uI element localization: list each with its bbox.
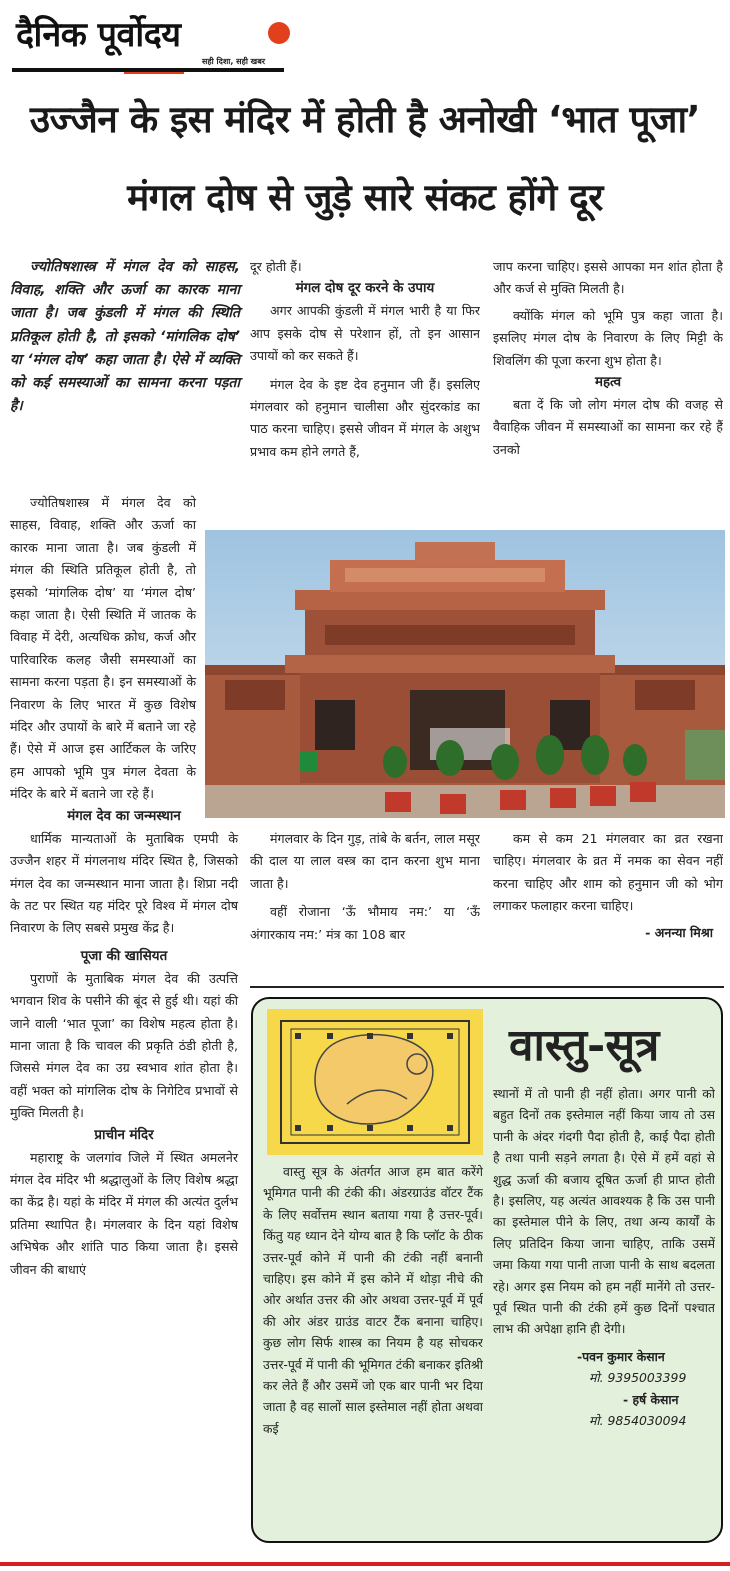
- article-paragraph: कम से कम 21 मंगलवार का व्रत रखना चाहिए। मंगलवार के व्रत में नमक का सेवन नहीं करना चाहिए और शाम को हनुमान जी को भोग लगाकर फलाहार करना चाहिए।: [493, 831, 723, 914]
- vastu-title: वास्तु-सूत्र: [509, 1020, 660, 1071]
- masthead-accent: [124, 72, 184, 74]
- article-paragraph: मंगल देव के इष्ट देव हनुमान जी हैं। इसलिए मंगलवार को हनुमान चालीसा और सुंदरकांड का पाठ करना चाहिए। इससे जीवन में मंगल के अशुभ प्रभाव कम होने लगते हैं,: [250, 376, 480, 459]
- article-paragraph: क्योंकि मंगल को भूमि पुत्र कहा जाता है। इसलिए मंगल दोष के निवारण के लिए मिट्टी के शिवलिंग की पूजा करना शुभ होता है।: [493, 307, 723, 368]
- headline-line-1: उज्जैन के इस मंदिर में होती है अनोखी ‘भात पूजा’: [29, 98, 701, 141]
- article-column-2-bottom: [250, 828, 480, 978]
- article-author: - अनन्या मिश्रा: [645, 924, 713, 940]
- article-continuation: दूर होती हैं।: [250, 259, 302, 274]
- article-column-3-top: [493, 256, 723, 526]
- headline-line-2: मंगल दोष से जुड़े सारे संकट होंगे दूर: [127, 176, 603, 219]
- vastu-column-right: [493, 1083, 715, 1543]
- article-column-2-top: [250, 256, 480, 526]
- temple-illustration: [205, 530, 725, 818]
- subheading-ancient-temple: प्राचीन मंदिर: [94, 1127, 154, 1143]
- subheading-importance: महत्व: [594, 375, 622, 391]
- article-paragraph: वहीं रोजाना ‘ऊँ भौमाय नम:’ या ‘ऊँ अंगारकाय नम:’ मंत्र का 108 बार: [250, 904, 480, 942]
- temple-photo: [205, 530, 725, 818]
- vastu-column-left: [263, 1161, 483, 1541]
- vastu-paragraph: स्थानों में तो पानी ही नहीं होता। अगर पानी को बहुत दिनों तक इस्तेमाल नहीं किया जाय तो उस पानी के अंदर गंदगी पैदा होती है, काई पैदा होती है तथा पानी सड़ने लगता है। ऐसे में हमें वहां से शुद्ध ऊर्जा की बजाय दूषित ऊर्जा ही प्राप्त होती है। इसलिए, यह अत्यंत आवश्यक है कि उस पानी का इस्तेमाल पीने के लिए, तथा अन्य कार्यों के लिए प्रतिदिन किया जाना चाहिए, ताकि उसमें जमा किया गया पानी ताजा पानी के साथ बदलता रहे। अगर इस नियम को हम नहीं मानेंगे तो उत्तर-पूर्व स्थित पानी की टंकी हमें कुछ दिनों पश्चात लाभ की अपेक्षा हानि ही देगी।: [493, 1086, 715, 1337]
- vastu-author-1: -पवन कुमार केसान: [577, 1348, 665, 1364]
- article-paragraph: पुराणों के मुताबिक मंगल देव की उत्पत्ति भगवान शिव के पसीने की बूंद से हुई थी। यहां की जाने वाली ‘भात पूजा’ का विशेष महत्व होता है। माना जाता है कि चावल की प्रकृति ठंडी होती है, जिससे मंगल देव का उग्र स्वभाव शांत होता है। वहीं भक्त को मांगलिक दोष के निगेटिव प्रभावों से मुक्ति मिलती है।: [10, 970, 238, 1121]
- vastu-phone-2: मो. 9854030094: [589, 1413, 687, 1429]
- section-divider: [250, 986, 724, 988]
- article-column-3-bottom: [493, 828, 723, 978]
- logo-dot-icon: [268, 22, 290, 44]
- article-paragraph: ज्योतिषशास्त्र में मंगल देव को साहस, विवाह, शक्ति और ऊर्जा का कारक माना जाता है। जब कुंडली में मंगल की स्थिति प्रतिकूल होती है, तो इसको ‘मांगलिक दोष’ या ‘मंगल दोष’ कहा जाता है। ऐसी स्थिति में जातक के विवाह में देरी, अत्यधिक क्रोध, कर्ज और पारिवारिक कलह जैसी समस्याओं का सामना करना पड़ता है। इन समस्याओं के निवारण के लिए भारत में कुछ विशेष मंदिर और उपायों के बारे में बताने जा रहे हैं। ऐसे में आज इस आर्टिकल के जरिए हम आपको भूमि पुत्र मंगल देवता के मंदिर के बारे में बताने जा रहे हैं।: [10, 495, 196, 802]
- article-column-1-body: [10, 492, 238, 1552]
- vastu-illustration: [267, 1009, 483, 1155]
- subheading-remedy: मंगल दोष दूर करने के उपाय: [295, 281, 435, 297]
- page-bottom-rule: [0, 1562, 730, 1566]
- vastu-phone-1: मो. 9395003399: [589, 1370, 687, 1386]
- newspaper-title: दैनिक पूर्वोदय: [16, 15, 181, 55]
- vastu-paragraph: वास्तु सूत्र के अंतर्गत आज हम बात करेंगे भूमिगत पानी की टंकी की। अंडरग्राउंड वॉटर टैंक के लिए सर्वोत्तम स्थान बताया गया है उत्तर-पूर्व। किंतु यह ध्यान देने योग्य बात है कि प्लॉट के ठीक उत्तर-पूर्व कोने में पानी की टंकी नहीं बनानी चाहिए। इस कोने में इस कोने में थोड़ा नीचे की ओर अर्थात उत्तर की ओर अथवा उत्तर-पूर्व में पूर्व की ओर अंडर ग्राउंड वाटर टैंक बनाना चाहिए। कुछ लोग सिर्फ शास्त्र का नियम है यह सोचकर उत्तर-पूर्व में पानी की भूमिगत टंकी बनाकर इतिश्री कर लेते हैं और उसमें जो एक बार पानी भर दिया जाता है वह सालों साल इस्तेमाल नहीं होता अथवा कई: [263, 1164, 483, 1436]
- vastu-author-2: - हर्ष केसान: [623, 1391, 679, 1407]
- newspaper-tagline: सही दिशा, सही खबर: [202, 57, 266, 66]
- article-paragraph: मंगलवार के दिन गुड़, तांबे के बर्तन, लाल मसूर की दाल या लाल वस्त्र का दान करना शुभ माना जाता है।: [250, 831, 480, 891]
- article-paragraph: अगर आपकी कुंडली में मंगल भारी है या फिर आप इसके दोष से परेशान हों, तो इन आसान उपायों को कर सकते हैं।: [250, 303, 480, 364]
- article-continuation: जाप करना चाहिए। इससे आपका मन शांत होता है और कर्ज से मुक्ति मिलती है।: [493, 259, 723, 297]
- article-paragraph: महाराष्ट्र के जलगांव जिले में स्थित अमलनेर मंगल देव मंदिर भी श्रद्धालुओं के लिए विशेष श्रद्धा का केंद्र है। यहां के मंदिर में मंगल की अत्यंत दुर्लभ प्रतिमा स्थापित है। मंगलवार के दिन यहां विशेष अभिषेक और शांति पाठ किया जाता है। इससे जीवन की बाधाएं: [10, 1149, 238, 1277]
- article-paragraph: बता दें कि जो लोग मंगल दोष की वजह से वैवाहिक जीवन में समस्याओं का सामना कर रहे हैं उनको: [493, 397, 723, 457]
- subheading-birthplace: मंगल देव का जन्मस्थान: [67, 808, 181, 824]
- vastu-sutra-box: [251, 997, 723, 1543]
- vastu-purusha-icon: [267, 1009, 483, 1155]
- article-paragraph: धार्मिक मान्यताओं के मुताबिक एमपी के उज्जैन शहर में मंगलनाथ मंदिर स्थित है, जिसको मंगल देव का जन्मस्थान माना जाता है। शिप्रा नदी के तट पर स्थित यह मंदिर पूरे विश्व में मंगल दोष निवारण के लिए सबसे प्रमुख केंद्र है।: [10, 830, 238, 936]
- article-intro: ज्योतिषशास्त्र में मंगल देव को साहस, विवाह, शक्ति और ऊर्जा का कारक माना जाता है। जब कुंडली में मंगल की स्थिति प्रतिकूल होती है, तो इसको ‘मांगलिक दोष’ या ‘मंगल दोष’ कहा जाता है। ऐसे में व्यक्ति को कई समस्याओं का सामना करना पड़ता है।: [10, 259, 240, 415]
- masthead: [12, 8, 284, 72]
- subheading-puja: पूजा की खासियत: [80, 948, 168, 964]
